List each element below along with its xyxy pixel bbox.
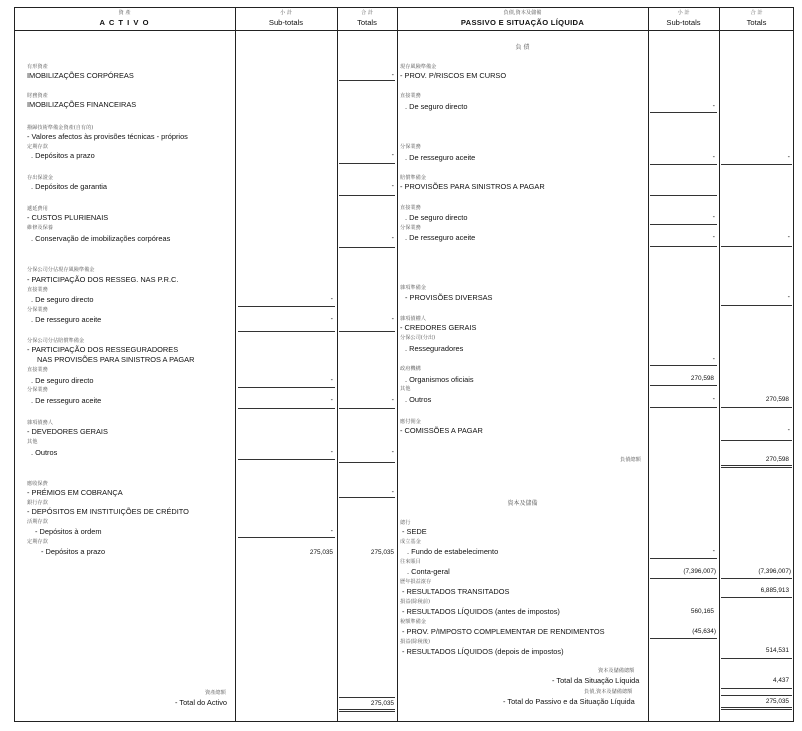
value-line	[650, 558, 717, 559]
passivo-total-zh: 負債總額	[620, 457, 641, 463]
row-label-zh: 財務資產	[27, 93, 48, 99]
row-label-zh: 分保業務	[27, 387, 48, 393]
row-label-zh: 其他	[400, 386, 411, 392]
row-label-zh: 歷年損益滾存	[400, 579, 432, 585]
value-dash: -	[391, 316, 394, 323]
row-premios: - PRÉMIOS EM COBRANÇA	[27, 488, 123, 497]
value-total: (7,396,007)	[758, 568, 791, 575]
row-label-zh: 總行	[400, 520, 411, 526]
row-comissoes: - COMISSÕES A PAGAR	[400, 426, 483, 435]
value-line	[650, 638, 717, 639]
value-line	[339, 497, 395, 498]
row-label-zh: 維修及保養	[27, 225, 53, 231]
row-fundo: . Fundo de estabelecimento	[407, 547, 499, 556]
value-line	[339, 408, 395, 409]
value-line	[339, 331, 395, 332]
col-divider	[337, 7, 338, 722]
value-dash: -	[391, 235, 394, 242]
value-dash: -	[391, 489, 394, 496]
row-label-zh: 現存風險準備金	[400, 64, 437, 70]
row-p-outros: . Outros	[405, 395, 432, 404]
value-dash: -	[787, 427, 790, 434]
value-line	[721, 465, 792, 466]
value-dash: -	[787, 154, 790, 161]
row-devedores: - DEVEDORES GERAIS	[27, 427, 108, 436]
row-sede: - SEDE	[402, 527, 427, 536]
row-label-zh: 其他	[27, 439, 38, 445]
subtotal2-header: Sub-totals	[666, 18, 701, 27]
row-label-zh: 分保公司(分出)	[400, 335, 436, 341]
row-label-zh: 定期存款	[27, 144, 48, 150]
value-line	[721, 246, 792, 247]
value-line	[650, 224, 717, 225]
row-label-zh: 損益(除稅後)	[400, 639, 430, 645]
value-dash: -	[712, 103, 715, 110]
value-subtotal: (45,634)	[692, 628, 716, 635]
total-header-zh: 合 計	[360, 10, 374, 16]
passivo-header-zh: 負債,資本及儲備	[503, 10, 542, 16]
total-activo-label: - Total do Activo	[175, 698, 228, 707]
row-label-zh: 分保業務	[27, 307, 48, 313]
situacao-heading-zh: 資本及儲備	[507, 500, 538, 507]
value-dash: -	[712, 356, 715, 363]
row-depositos: - DEPÓSITOS EM INSTITUIÇÕES DE CRÉDITO	[27, 507, 189, 516]
activo-header-zh: 資 產	[118, 10, 131, 16]
col-divider	[397, 7, 398, 722]
value-dash: -	[712, 396, 715, 403]
row-label-zh: 直接業務	[400, 93, 421, 99]
row-outros: . Outros	[31, 448, 58, 457]
value-line	[650, 246, 717, 247]
row-label-zh: 遞延費用	[27, 206, 48, 212]
value-dash: -	[787, 294, 790, 301]
total-activo-zh: 資產總額	[205, 690, 226, 696]
value-dash: -	[330, 397, 333, 404]
row-label-zh: 分保公司分佔賠償準備金	[27, 338, 85, 344]
value-line	[339, 195, 395, 196]
row-afectos: - Valores afectos às provisões técnicas - próprios	[27, 132, 188, 141]
value-line	[650, 112, 717, 113]
row-s-directo: . De seguro directo	[405, 213, 468, 222]
row-label-zh: 分保業務	[400, 225, 421, 231]
passivo-header: PASSIVO E SITUAÇÃO LÍQUIDA	[460, 18, 585, 27]
row-ordem: - Depósitos à ordem	[35, 527, 102, 536]
value-dash: -	[330, 377, 333, 384]
value-total: 514,531	[765, 647, 789, 654]
row-r-directo: . De seguro directo	[405, 102, 468, 111]
value-dash: -	[787, 234, 790, 241]
row-resseguradores: . Resseguradores	[405, 344, 464, 353]
value-line	[238, 306, 335, 307]
row-label-zh: 賠償準備金	[400, 175, 426, 181]
row-label-zh: 政府機構	[400, 366, 421, 372]
value-line	[339, 462, 395, 463]
col-divider	[648, 7, 649, 722]
value-line	[721, 658, 792, 659]
total2-header: Totals	[746, 18, 767, 27]
value-line	[721, 164, 792, 165]
value-dash: -	[330, 528, 333, 535]
value-line	[238, 408, 335, 409]
value-line	[721, 597, 792, 598]
row-label-zh: 分保業務	[400, 144, 421, 150]
value-line	[721, 695, 792, 696]
value-subtotal: 270,598	[690, 375, 714, 382]
value-line	[721, 467, 792, 468]
row-label-zh: 雜項準備金	[400, 285, 426, 291]
value-total: 6,885,913	[760, 587, 789, 594]
subtotal-header: Sub-totals	[268, 18, 304, 27]
total-header: Totals	[357, 18, 377, 27]
value-line	[650, 195, 717, 196]
subtotal-header-zh: 小 計	[279, 10, 293, 16]
row-imposto: - PROV. P/IMPOSTO COMPLEMENTAR DE RENDIMENTOS	[402, 627, 605, 636]
row-r-aceite: . De resseguro aceite	[405, 153, 476, 162]
value-dash: -	[330, 316, 333, 323]
value-dash: -	[712, 234, 715, 241]
total-activo-value: 275,035	[370, 700, 394, 707]
value-line	[721, 709, 792, 710]
row-sinistros-1: - PARTICIPAÇÃO DOS RESSEGURADORES	[27, 345, 179, 354]
row-dprazo: - Depósitos a prazo	[41, 547, 106, 556]
value-dash: -	[712, 154, 715, 161]
row-label-zh: 成立基金	[400, 539, 421, 545]
value-line	[339, 80, 395, 81]
row-sin-directo: . De seguro directo	[31, 376, 94, 385]
row-label-zh: 應收保費	[27, 481, 48, 487]
value-line	[721, 688, 792, 689]
row-conta: . Conta-geral	[407, 567, 450, 576]
value-dash: -	[391, 72, 394, 79]
row-label-zh: 撥歸技術準備金資產(自有的)	[27, 125, 94, 131]
value-line	[650, 385, 717, 386]
activo-header: A C T I V O	[99, 18, 150, 27]
value-line	[650, 164, 717, 165]
dividas-heading-zh: 負 債	[515, 44, 530, 51]
value-line	[650, 407, 717, 408]
total-geral-label: - Total do Passivo e da Situação Líquida	[503, 697, 635, 706]
value-line	[339, 163, 395, 164]
value-subtotal: (7,396,007)	[683, 568, 716, 575]
value-subtotal: 560,165	[690, 608, 714, 615]
row-conservacao: . Conservação de imobilizações corpóreas	[31, 234, 171, 243]
value-total: 270,598	[765, 396, 789, 403]
row-label-zh: 直接業務	[27, 367, 48, 373]
row-diversas: - PROVISÕES DIVERSAS	[405, 293, 493, 302]
col-divider	[235, 7, 236, 722]
row-p-sinistros: - PROVISÕES PARA SINISTROS A PAGAR	[400, 182, 545, 191]
value-line	[339, 697, 395, 698]
value-dash: -	[391, 183, 394, 190]
total-situacao-label: - Total da Situação Líquida	[552, 676, 640, 685]
col-divider	[719, 7, 720, 722]
row-custos: - CUSTOS PLURIENAIS	[27, 213, 109, 222]
row-s-aceite: . De resseguro aceite	[405, 233, 476, 242]
row-prc: - PARTICIPAÇÃO DOS RESSEG. NAS P.R.C.	[27, 275, 179, 284]
value-line	[339, 711, 395, 712]
row-oficiais: . Organismos oficiais	[405, 375, 474, 384]
total-geral-value: 275,035	[765, 698, 789, 705]
row-label-zh: 應付佣金	[400, 419, 421, 425]
row-label-zh: 存出保證金	[27, 175, 53, 181]
row-riscos: - PROV. P/RISCOS EM CURSO	[400, 71, 507, 80]
header-rule	[14, 30, 794, 31]
value-line	[721, 407, 792, 408]
row-label-zh: 定期存款	[27, 539, 48, 545]
row-corporeas: IMOBILIZAÇÕES CORPÓREAS	[27, 71, 134, 80]
total-situacao-zh: 資本及儲備總額	[598, 668, 635, 674]
value-line	[721, 578, 792, 579]
value-line	[339, 247, 395, 248]
row-label-zh: 雜項債務人	[27, 420, 53, 426]
row-credores: - CREDORES GERAIS	[400, 323, 477, 332]
row-prazo: . Depósitos a prazo	[31, 151, 95, 160]
value-line	[238, 537, 335, 538]
subtotal2-header-zh: 小 計	[677, 10, 690, 16]
value-total: 275,035	[370, 549, 394, 556]
row-depois: - RESULTADOS LÍQUIDOS (depois de impostos)	[402, 647, 564, 656]
value-line	[721, 440, 792, 441]
row-label-zh: 分保公司分佔現存風險準備金	[27, 267, 95, 273]
row-sinistros-2: NAS PROVISÕES PARA SINISTROS A PAGAR	[37, 355, 195, 364]
row-prc-aceite: . De resseguro aceite	[31, 315, 102, 324]
row-transitados: - RESULTADOS TRANSITADOS	[402, 587, 510, 596]
value-line	[650, 365, 717, 366]
row-label-zh: 損益(除稅前)	[400, 599, 430, 605]
row-financeiras: IMOBILIZAÇÕES FINANCEIRAS	[27, 100, 137, 109]
value-line	[238, 459, 335, 460]
value-subtotal: 275,035	[309, 549, 333, 556]
value-dash: -	[330, 296, 333, 303]
value-line	[238, 387, 335, 388]
value-dash: -	[712, 548, 715, 555]
row-label-zh: 直接業務	[27, 287, 48, 293]
row-label-zh: 銀行存款	[27, 500, 48, 506]
row-label-zh: 往來賬目	[400, 559, 421, 565]
total-situacao-value: 4,437	[773, 677, 789, 684]
value-dash: -	[391, 397, 394, 404]
row-prc-directo: . De seguro directo	[31, 295, 94, 304]
value-dash: -	[712, 214, 715, 221]
row-garantia: . Depósitos de garantia	[31, 182, 108, 191]
value-line	[339, 709, 395, 710]
value-line	[721, 305, 792, 306]
value-dash: -	[391, 152, 394, 159]
passivo-total-value: 270,598	[765, 456, 789, 463]
row-liquidos: - RESULTADOS LÍQUIDOS (antes de impostos)	[402, 607, 560, 616]
value-dash: -	[391, 449, 394, 456]
row-label-zh: 稅額準備金	[400, 619, 426, 625]
row-label-zh: 雜項債權人	[400, 316, 426, 322]
value-line	[721, 707, 792, 708]
value-dash: -	[330, 449, 333, 456]
row-sin-aceite: . De resseguro aceite	[31, 396, 102, 405]
value-line	[650, 578, 717, 579]
total2-header-zh: 合 計	[750, 10, 763, 16]
value-line	[238, 331, 335, 332]
row-label-zh: 活期存款	[27, 519, 48, 525]
row-label-zh: 直接業務	[400, 205, 421, 211]
total-geral-zh: 負債,資本及儲備總額	[584, 689, 633, 695]
row-label-zh: 有形資產	[27, 64, 48, 70]
